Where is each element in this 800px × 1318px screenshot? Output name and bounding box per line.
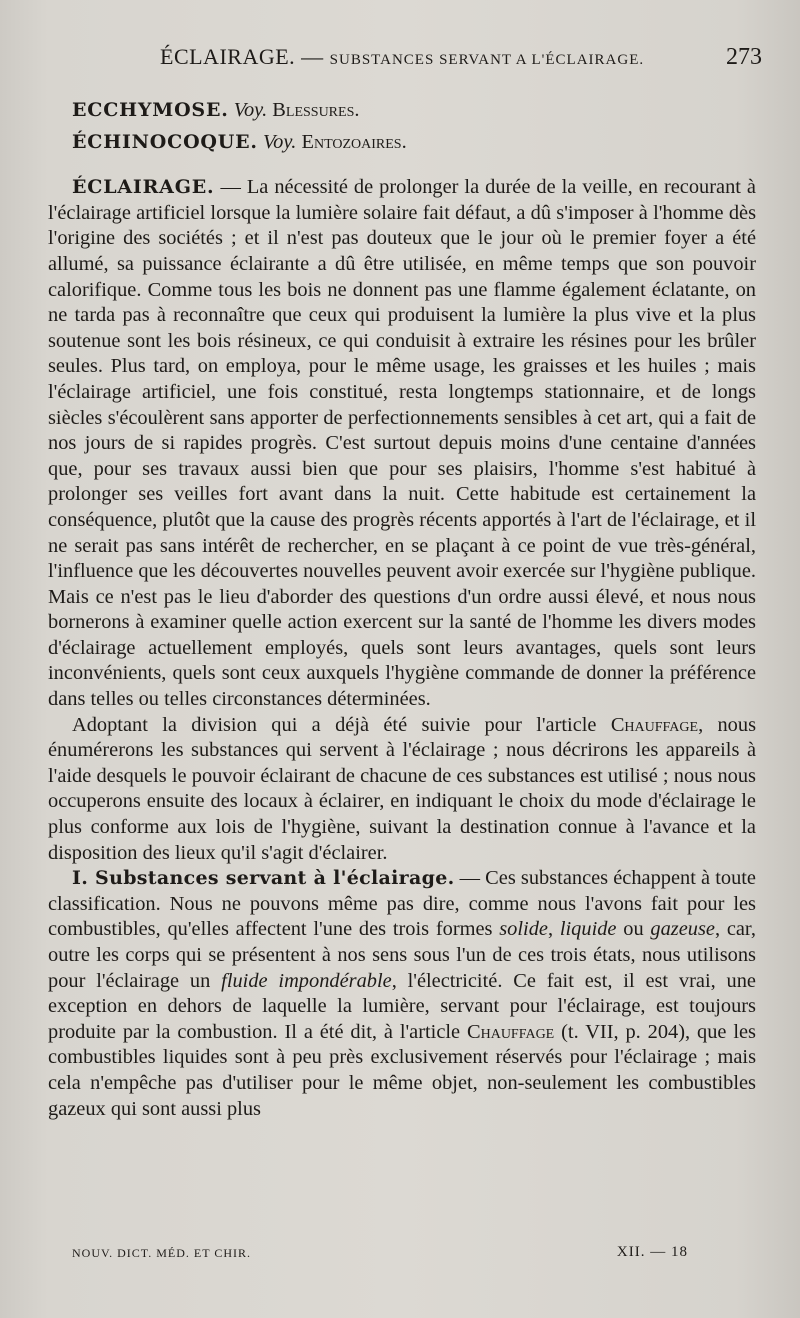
article-headword: ÉCLAIRAGE. [72, 176, 215, 199]
entry-headword: ECCHYMOSE. [72, 99, 229, 121]
page-header [0, 44, 800, 78]
entry-ecchymose [48, 98, 756, 124]
running-head [160, 44, 644, 70]
running-head-sub: SUBSTANCES SERVANT A L'ÉCLAIRAGE. [329, 52, 645, 68]
paragraph-text: , nous énumérerons les substances qui servent à l'éclairage ; nous décrirons les appareils à l'aide desquels le pouvoir éclairant de chacune de ces substances est utilisé ; nous nous occuperons ensuite des locaux à éclairer, en indiquant le choix du mode d'éclairage le plus conforme aux lois de l'hygiène, suivant la destination connue à l'avance et la disposition des lieux qu'il s'agit d'éclairer. [48, 713, 757, 864]
paragraph-text: , [547, 918, 560, 941]
italic-term: solide [499, 918, 548, 941]
paragraph-text: , car, outre les corps qui se présentent à nos sens sous l'un de ces trois états, nous utilisons pour l'éclairage un [48, 918, 757, 992]
italic-term: liquide [559, 918, 617, 941]
page-number: 273 [726, 44, 762, 70]
paragraph-text: (t. VII, p. 204), que les combustibles liquides sont à peu près exclusivement réservés pour l'éclairage ; mais cela n'empêche pas d'utiliser pour le même objet, non-seulement les combustibles gazeux qui sont aussi plus [48, 1020, 756, 1120]
italic-term: gazeuse [650, 918, 715, 941]
entry-voy: Voy. [233, 99, 268, 121]
entry-voy: Voy. [262, 130, 297, 153]
footer-volume: XII. — 18 [616, 1244, 688, 1260]
article-paragraph-1 [48, 175, 756, 712]
article-paragraph-2 [48, 713, 756, 867]
cross-reference: Chauffage [610, 713, 699, 736]
entry-reference: Blessures. [272, 99, 360, 121]
paragraph-text: , l'électricité. Ce fait est, il est vrai, une exception en dehors de laquelle la lumière, servant pour l'éclairage, est toujours produite par la combustion. Il a été dit, à l'article [48, 969, 756, 1043]
paragraph-text: Adoptant la division qui a déjà été suivie pour l'article [72, 713, 611, 736]
footer-signature: NOUV. DICT. MÉD. ET CHIR. [72, 1246, 252, 1260]
page-body [48, 98, 756, 1122]
spacer [48, 161, 756, 175]
cross-reference: Chauffage [467, 1020, 555, 1043]
article-paragraph-3 [48, 866, 756, 1122]
paragraph-text: — La nécessité de prolonger la durée de la veille, en recourant à l'éclairage artificiel lorsque la lumière solaire fait défaut, a dû s'imposer à l'homme dès l'origine des sociétés ; et il n'est pas douteux que le jour où le premier foyer a été allumé, sa puissance éclairante a dû être utilisée, en même temps que son pouvoir calorifique. Comme tous les bois ne donnent pas une flamme également éclatante, on ne tarda pas à reconnaître que ceux qui produisent la lumière la plus vive et la plus soutenue sont les bois résineux, ce qui conduisit à extraire les résines pour les brûler seules. Plus tard, on employa, pour le même usage, les graisses et les huiles ; mais l'éclairage artificiel, une fois constitué, resta longtemps stationnaire, et de longs siècles s'écoulèrent sans apporter de perfectionnements sensibles à cet art, qui a fait de nos jours de si rapides progrès. C'est surtout depuis moins d'une centaine d'années que, pour ses travaux aussi bien que pour ses plaisirs, l'homme s'est habitué à prolonger ses veilles fort avant dans la nuit. Cette habitude est certainement la conséquence, plutôt que la cause des progrès récents apportés à l'art de l'éclairage, et il ne serait pas sans intérêt de rechercher, en se plaçant à ce point de vue très-général, l'influence que les découvertes nouvelles peuvent avoir exercée sur l'hygiène publique. Mais ce n'est pas le lieu d'aborder des questions d'un ordre aussi élevé, et nous nous bornerons à examiner quelle action exercent sur la santé de l'homme les divers modes d'éclairage actuellement employés, quels sont leurs avantages, quels sont leurs inconvénients, quels sont ceux auxquels l'hygiène commande de donner la préférence dans telles ou telles circonstances déterminées. [48, 176, 756, 711]
paragraph-text: ou [616, 918, 651, 941]
paragraph-text: — Ces substances échappent à toute classification. Nous ne pouvons même pas dire, comme nous l'avons fait pour les combustibles, qu'elles affectent l'une des trois formes [48, 867, 756, 941]
entry-headword: ÉCHINOCOQUE. [72, 130, 258, 153]
running-head-main: ÉCLAIRAGE. — [160, 44, 324, 69]
entry-echinocoque [48, 130, 756, 156]
entry-reference: Entozoaires. [301, 130, 407, 153]
section-title: I. Substances servant à l'éclairage. [72, 867, 455, 890]
italic-term: fluide impondérable [221, 969, 392, 992]
page-footer [72, 1246, 748, 1266]
